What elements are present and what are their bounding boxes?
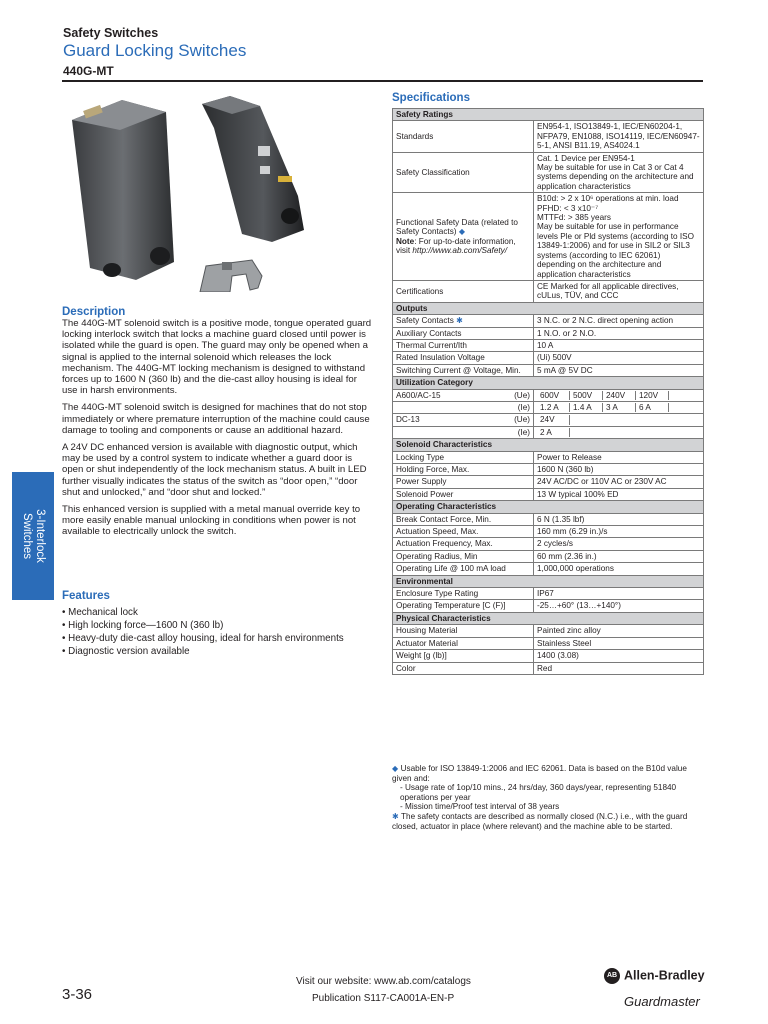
table-row: Operating Life @ 100 mA load 1,000,000 operations	[393, 563, 704, 575]
switch-right	[202, 96, 304, 242]
allen-bradley-logo: AB Allen-Bradley	[604, 968, 705, 984]
features-heading: Features	[62, 590, 110, 602]
description-paragraph: This enhanced version is supplied with a metal manual override key to more easily enable manual unlocking in conditions when power is not available to electrically unlock the switch.	[62, 504, 361, 538]
table-row: Color Red	[393, 662, 704, 674]
table-group-header: Environmental	[393, 575, 704, 587]
description-paragraph: A 24V DC enhanced version is available with diagnostic output, which may be used by a control system to indicate whether a guard door is open or shut independently of the lock mechanism status. A built in LED further visually indicates the status of the switch as “door open,” “door shut and unlocked,” and “door shut and locked.”	[62, 442, 367, 498]
footer-publication: Publication S117-CA001A-EN-P	[312, 993, 455, 1004]
specifications-heading: Specifications	[392, 92, 470, 104]
table-row: Power Supply 24V AC/DC or 110V AC or 230V AC	[393, 476, 704, 488]
footnote-detail: - Usage rate of 1op/10 mins., 24 hrs/day, 360 days/year, representing 51840 operations per year	[400, 783, 677, 802]
feature-item: • Heavy-duty die-cast alloy housing, ideal for harsh environments	[62, 633, 344, 644]
footer-website[interactable]: Visit our website: www.ab.com/catalogs	[296, 976, 471, 987]
feature-item: • Diagnostic version available	[62, 646, 190, 657]
table-row: Actuation Frequency, Max. 2 cycles/s	[393, 538, 704, 550]
table-row: Operating Temperature [C (F)] -25…+60° (13…+140°)	[393, 600, 704, 612]
section-label: Safety Switches	[63, 26, 159, 40]
table-row: Safety Classification Cat. 1 Device per EN954-1 May be suitable for use in Cat 3 or Cat 4 systems depending on the architecture and application characteristics	[393, 152, 704, 193]
table-row: Certifications CE Marked for all applicable directives, cULus, TÜV, and CCC	[393, 280, 704, 302]
table-row: Locking Type Power to Release	[393, 451, 704, 463]
footnotes	[392, 764, 704, 831]
footnote: ◆ Usable for ISO 13849-1:2006 and IEC 62061. Data is based on the B10d value given and:	[392, 764, 687, 783]
table-group-header: Solenoid Characteristics	[393, 439, 704, 451]
specifications-section	[392, 92, 704, 675]
table-row: Actuator Material Stainless Steel	[393, 637, 704, 649]
specifications-table	[392, 108, 704, 675]
feature-item: • Mechanical lock	[62, 607, 138, 618]
features-list	[62, 606, 374, 658]
ab-badge-icon: AB	[604, 968, 620, 984]
table-row: Thermal Current/Ith 10 A	[393, 339, 704, 351]
table-row: A600/AC-15 (Ue) 600V 500V 240V 120V	[393, 389, 704, 401]
table-row: Weight [g (lb)] 1400 (3.08)	[393, 650, 704, 662]
table-group-header: Safety Ratings	[393, 109, 704, 121]
note-marker-icon: ◆	[392, 764, 399, 773]
functional-safety-label: Functional Safety Data (related to Safety Contacts) ◆ Note: For up-to-date information, visit http://www.ab.com/Safety/	[393, 193, 534, 281]
table-row: Housing Material Painted zinc alloy	[393, 625, 704, 637]
feature-item: • High locking force—1600 N (360 lb)	[62, 620, 224, 631]
table-group-header: Physical Characteristics	[393, 612, 704, 624]
table-row: Actuation Speed, Max. 160 mm (6.29 in.)/s	[393, 526, 704, 538]
guardmaster-logo: Guardmaster	[624, 994, 700, 1009]
table-row: Operating Radius, Min 60 mm (2.36 in.)	[393, 550, 704, 562]
description-paragraph: The 440G-MT solenoid switch is a positive mode, tongue operated guard locking interlock switch that locks a machine guard closed until power is isolated while the guard is open. The guard may only be opened when a signal is applied to the internal solenoid which releases the lock mechanism. The 440G-MT locking mechanism is designed to withstand forces up to 1600 N (360 lb) and the die-cast alloy housing is ideal for use in harsh environments.	[62, 318, 372, 397]
table-row: Standards EN954-1, ISO13849-1, IEC/EN60204-1, NFPA79, EN1088, ISO14119, IEC/EN60947-5-1, ANSI B11.19, AS4024.1	[393, 121, 704, 152]
note-marker-icon: ✱	[392, 811, 399, 821]
model-number: 440G-MT	[63, 64, 114, 78]
table-row: Functional Safety Data (related to Safety Contacts) ◆ Note: For up-to-date information, visit http://www.ab.com/Safety/ B10d: > 2 x 10⁶ operations at min. load PFHD: < 3 x10⁻⁷ MTTFd: > 385 years May be suitable for use in performance levels Ple or Pld systems (according to ISO 13849-1:2006) and for use in SIL2 or SIL3 systems (according to IEC 62061) depending on the architecture and application characteristics	[393, 193, 704, 281]
description-heading: Description	[62, 306, 126, 318]
table-row: Enclosure Type Rating IP67	[393, 588, 704, 600]
product-photo	[62, 92, 324, 292]
actuator-tongue	[200, 260, 262, 292]
table-row: Solenoid Power 13 W typical 100% ED	[393, 488, 704, 500]
header-rule	[62, 80, 703, 82]
note-marker-icon: ◆	[458, 227, 466, 237]
table-group-header: Outputs	[393, 302, 704, 314]
footnote-detail: - Mission time/Proof test interval of 38 years	[400, 802, 560, 812]
table-group-header: Operating Characteristics	[393, 501, 704, 513]
chapter-tab[interactable]	[12, 472, 54, 600]
table-group-header: Utilization Category	[393, 377, 704, 389]
features-section	[62, 590, 374, 658]
page-title: Guard Locking Switches	[63, 41, 247, 60]
table-row: Safety Contacts ✱ 3 N.C. or 2 N.C. direct opening action	[393, 315, 704, 327]
page-number: 3-36	[62, 986, 93, 1003]
footnote: ✱ The safety contacts are described as normally closed (N.C.) i.e., with the guard closed, actuator in place (where relevant) and the machine able to be started.	[392, 811, 688, 831]
description-paragraph: The 440G-MT solenoid switch is designed for machines that do not stop immediately or where premature interruption of the machine could cause damage to tooling and components or cause an additional hazard.	[62, 402, 370, 436]
table-row: Break Contact Force, Min. 6 N (1.35 lbf)	[393, 513, 704, 525]
table-row: (Ie) 1.2 A 1.4 A 3 A 6 A	[393, 401, 704, 413]
safety-url-link[interactable]: http://www.ab.com/Safety/	[412, 245, 508, 255]
table-row: Rated Insulation Voltage (Ui) 500V	[393, 352, 704, 364]
table-row: Switching Current @ Voltage, Min. 5 mA @ 5V DC	[393, 364, 704, 376]
table-row: DC-13 (Ue) 24V	[393, 414, 704, 426]
table-row: (Ie) 2 A	[393, 426, 704, 438]
table-row: Holding Force, Max. 1600 N (360 lb)	[393, 464, 704, 476]
chapter-tab-label: 3-Interlock Switches	[21, 509, 46, 563]
switch-left	[72, 100, 174, 280]
description-section	[62, 306, 374, 544]
note-marker-icon: ✱	[456, 316, 463, 326]
table-row: Auxiliary Contacts 1 N.O. or 2 N.O.	[393, 327, 704, 339]
